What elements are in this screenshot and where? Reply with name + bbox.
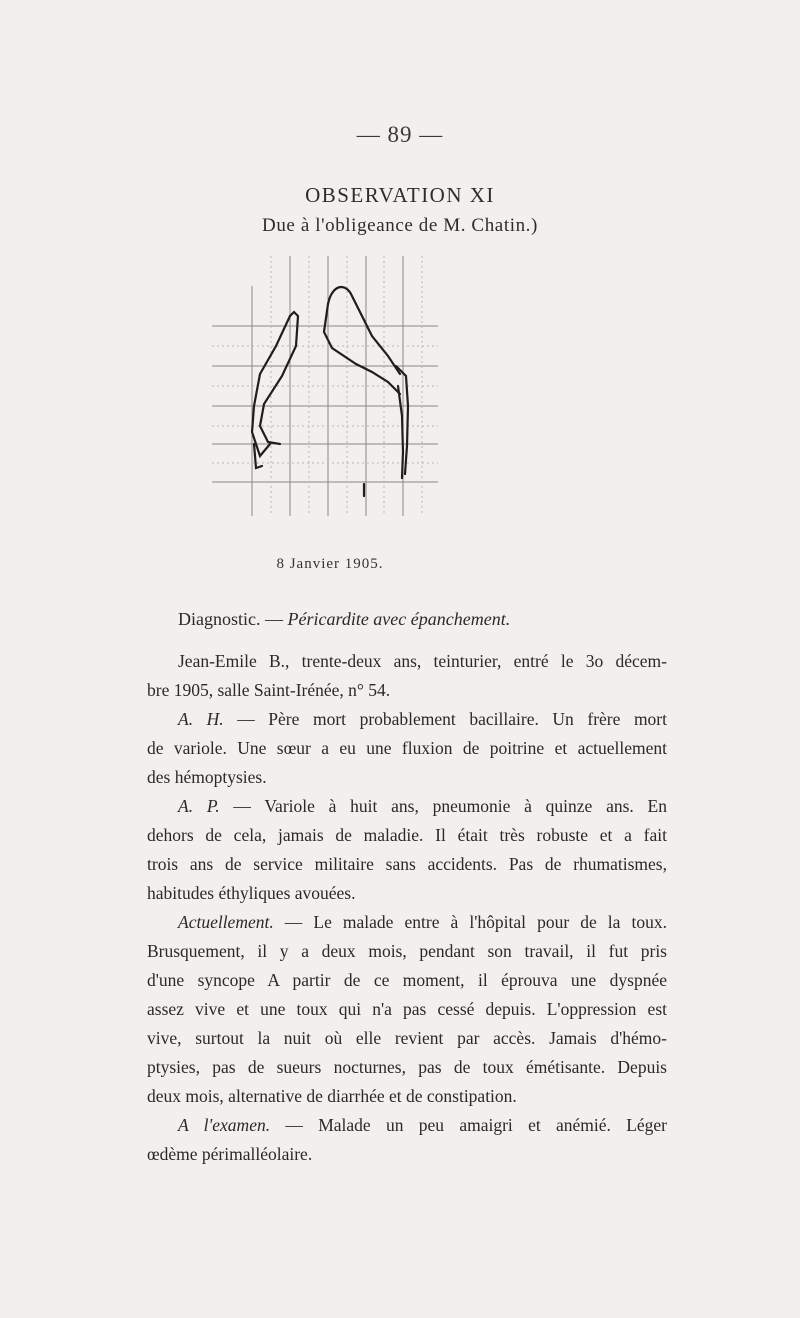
- heart-silhouette-drawing: [212, 256, 438, 546]
- diagnostic-value: Péricardite avec épanchement.: [287, 609, 511, 629]
- diagnostic-label: Diagnostic. —: [178, 609, 288, 629]
- observation-subtitle: Due à l'obligeance de M. Chatin.): [262, 215, 538, 236]
- text-line: A l'examen. — Malade un peu amaigri et anémié. Léger: [178, 1115, 667, 1135]
- text-line: d'une syncope A partir de ce moment, il éprouva une dyspnée: [147, 970, 667, 990]
- radioscopy-figure: [212, 256, 438, 546]
- examination-label: A l'examen.: [178, 1115, 271, 1135]
- text-line: œdème périmalléolaire.: [147, 1144, 313, 1164]
- personal-history-label: A. P.: [178, 796, 220, 816]
- figure-caption: 8 Janvier 1905.: [276, 556, 384, 572]
- page-number: — 89 —: [356, 122, 444, 147]
- figure-grid: [212, 256, 438, 516]
- diagnostic-line: [178, 605, 698, 634]
- text-line: Brusquement, il y a deux mois, pendant son travail, il fut pris: [147, 941, 667, 961]
- text-line: A. H. — Père mort probablement bacillaire. Un frère mort: [178, 709, 668, 729]
- case-paragraph-examination: [147, 1111, 667, 1169]
- case-paragraph-identity: [147, 647, 667, 705]
- text-line: vive, surtout la nuit où elle revient par accès. Jamais d'hémo-: [147, 1028, 667, 1048]
- heart-contour: [252, 287, 408, 496]
- text-line: ptysies, pas de sueurs nocturnes, pas de toux émétisante. Depuis: [147, 1057, 667, 1077]
- text-line: assez vive et une toux qui n'a pas cessé depuis. L'oppression est: [147, 999, 667, 1019]
- text-line: de variole. Une sœur a eu une fluxion de poitrine et actuellement: [147, 738, 667, 758]
- case-paragraph-personal-history: [147, 792, 667, 908]
- text-line: trois ans de service militaire sans accidents. Pas de rhumatismes,: [147, 854, 667, 874]
- text-line: A. P. — Variole à huit ans, pneumonie à quinze ans. En: [178, 796, 667, 816]
- family-history-label: A. H.: [178, 709, 224, 729]
- text-line: Jean-Emile B., trente-deux ans, teinturier, entré le 3o décem-: [178, 651, 667, 671]
- text-line: habitudes éthyliques avouées.: [147, 883, 356, 903]
- case-paragraph-family-history: [147, 705, 667, 792]
- figure-dotted-grid: [212, 256, 438, 516]
- text-line: deux mois, alternative de diarrhée et de constipation.: [147, 1086, 517, 1106]
- case-paragraph-current-state: [147, 908, 667, 1111]
- observation-title: OBSERVATION XI: [305, 183, 495, 207]
- text-line: bre 1905, salle Saint-Irénée, n° 54.: [147, 680, 391, 700]
- text-line: dehors de cela, jamais de maladie. Il était très robuste et a fait: [147, 825, 667, 845]
- current-state-label: Actuellement.: [178, 912, 274, 932]
- text-line: Actuellement. — Le malade entre à l'hôpital pour de la toux.: [178, 912, 667, 932]
- text-line: des hémoptysies.: [147, 767, 267, 787]
